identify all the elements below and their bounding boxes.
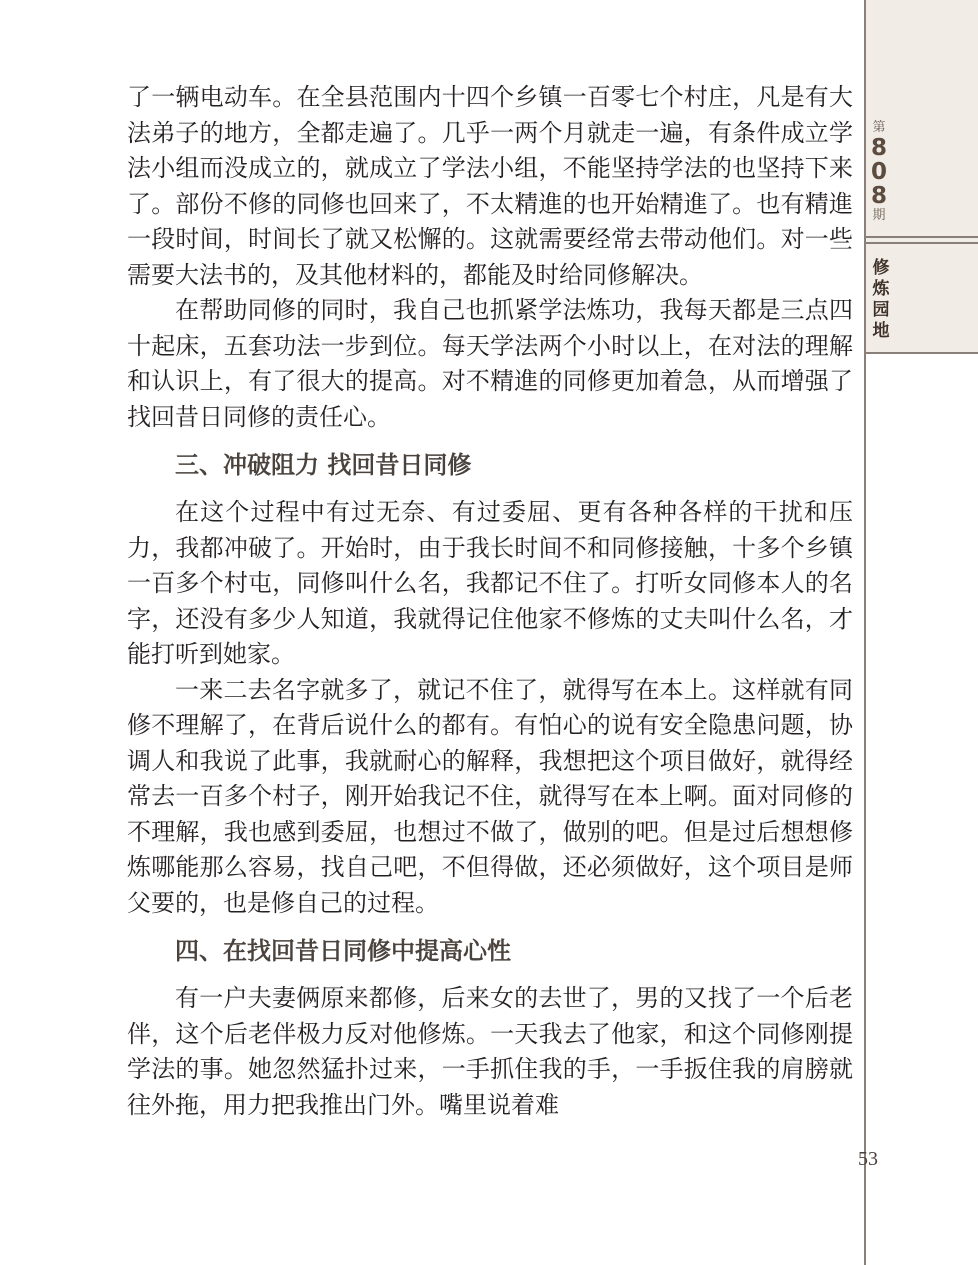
section-label-char: 园 [872, 300, 890, 320]
issue-digit: 0 [870, 159, 887, 185]
section-label [866, 258, 896, 342]
tab-divider [866, 236, 978, 238]
issue-digit: 8 [870, 135, 887, 161]
issue-number [866, 136, 892, 208]
paragraph: 有一户夫妻俩原来都修，后来女的去世了，男的又找了一个后老伴，这个后老伴极力反对他修炼。一天我去了他家，和这个同修刚提学法的事。她忽然猛扑过来，一手抓住我的手，一手扳住我的肩膀就往外拖，用力把我推出门外。嘴里说着难 [127, 984, 853, 1119]
section-heading: 三、冲破阻力 找回昔日同修 [175, 451, 472, 479]
tab-divider [866, 352, 978, 354]
paragraph: 在帮助同修的同时，我自己也抓紧学法炼功，我每天都是三点四十起床，五套功法一步到位。每天学法两个小时以上，在对法的理解和认识上，有了很大的提高。对不精進的同修更加着急，从而增强了找回昔日同修的责任心。 [127, 296, 853, 431]
issue-indicator [866, 120, 892, 224]
article-body [127, 80, 853, 1123]
section-label-char: 地 [872, 321, 890, 341]
section-heading: 四、在找回昔日同修中提高心性 [175, 937, 511, 965]
issue-prefix: 第 [872, 120, 886, 135]
paragraph: 了一辆电动车。在全县范围内十四个乡镇一百零七个村庄，凡是有大法弟子的地方，全都走遍了。几乎一两个月就走一遍，有条件成立学法小组而没成立的，就成立了学法小组，不能坚持学法的也坚持下来了。部份不修的同修也回来了，不太精進的也开始精進了。也有精進一段时间，时间长了就又松懈的。这就需要经常去带动他们。对一些需要大法书的，及其他材料的，都能及时给同修解决。 [127, 83, 853, 289]
page-number: 53 [858, 1148, 878, 1170]
tab-divider [866, 242, 978, 244]
paragraph: 在这个过程中有过无奈、有过委屈、更有各种各样的干扰和压力，我都冲破了。开始时，由于我长时间不和同修接触，十多个乡镇一百多个村屯，同修叫什么名，我都记不住了。打听女同修本人的名字，还没有多少人知道，我就得记住他家不修炼的丈夫叫什么名，才能打听到她家。 [127, 498, 853, 668]
issue-suffix: 期 [872, 208, 886, 223]
section-label-char: 炼 [872, 279, 890, 299]
section-label-char: 修 [872, 258, 890, 278]
paragraph: 一来二去名字就多了，就记不住了，就得写在本上。这样就有同修不理解了，在背后说什么的都有。有怕心的说有安全隐患问题，协调人和我说了此事，我就耐心的解释，我想把这个项目做好，就得经常去一百多个村子，刚开始我记不住，就得写在本上啊。面对同修的不理解，我也感到委屈，也想过不做了，做别的吧。但是过后想想修炼哪能那么容易，找自己吧，不但得做，还必须做好，这个项目是师父要的，也是修自己的过程。 [127, 675, 853, 917]
issue-digit: 8 [870, 183, 887, 209]
